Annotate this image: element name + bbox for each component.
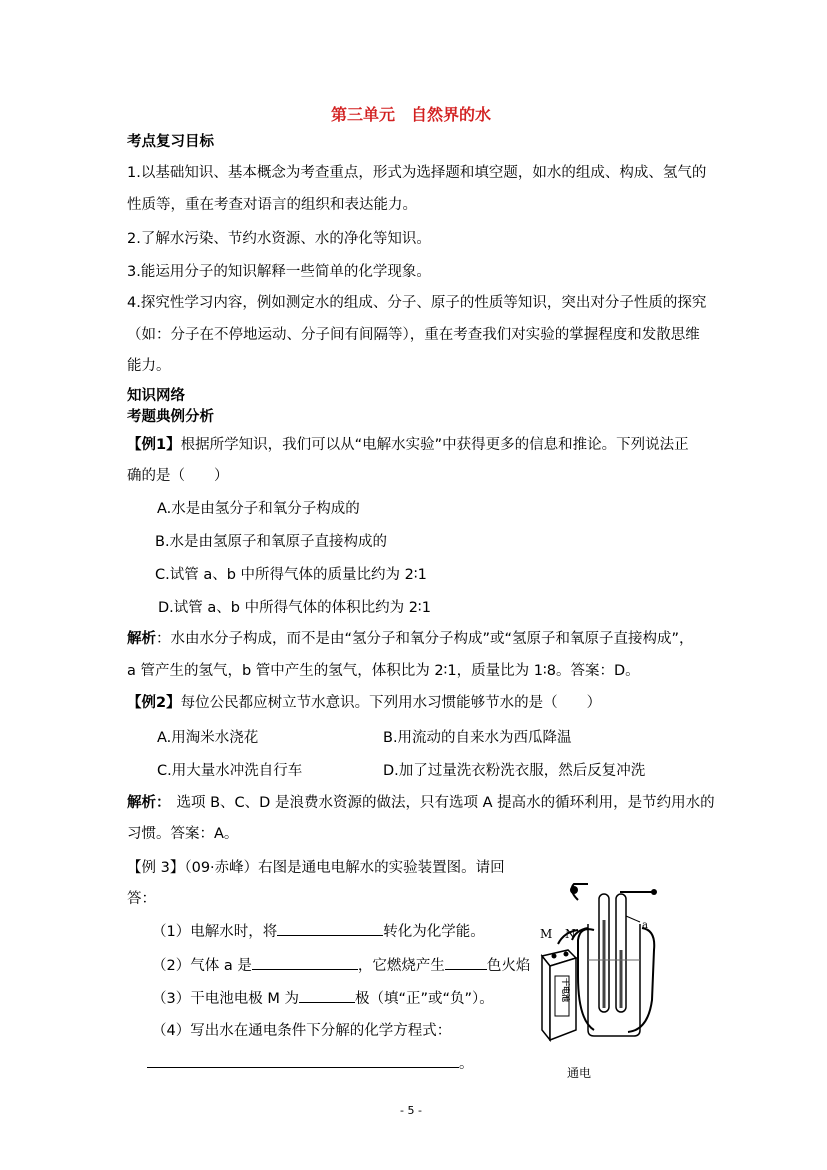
example-1-option-c: C.试管 a、b 中所得气体的质量比约为 2∶1 — [155, 567, 427, 583]
example-2-option-d: D.加了过量洗衣粉洗衣服，然后反复冲洗 — [383, 763, 646, 779]
sub-question-2-middle: ，它燃烧产生 — [357, 958, 445, 974]
target-4-line-2: （如：分子在不停地运动、分子间有间隔等），重在考查我们对实验的掌握程度和发散思维 — [127, 327, 700, 343]
example-1-text: 根据所学知识，我们可以从“电解水实验”中获得更多的信息和推论。下列说法正 — [180, 437, 689, 453]
sub-question-3-prefix: （3）干电池电极 M 为 — [152, 991, 299, 1007]
page-number: - 5 - — [400, 1104, 422, 1117]
sub-question-1-prefix: （1）电解水时，将 — [152, 924, 278, 940]
sub-question-2-suffix: 色火焰 — [486, 958, 531, 974]
sub-question-1 — [152, 920, 485, 941]
sub-question-2 — [152, 954, 530, 975]
example-3-tag: 【例 3】 — [127, 860, 185, 876]
target-1-line-2: 性质等，重在考查对语言的组织和表达能力。 — [127, 197, 417, 213]
figure-caption: 通电 — [567, 1066, 592, 1080]
sub-question-4: （4）写出水在通电条件下分解的化学方程式： — [152, 1023, 452, 1039]
sub-question-4-end: 。 — [459, 1056, 474, 1072]
example-1-analysis-line-1 — [127, 627, 694, 648]
figure-label-a: a — [642, 920, 648, 931]
example-1-option-b: B.水是由氢原子和氧原子直接构成的 — [155, 534, 388, 550]
example-3-question-line-1 — [127, 856, 505, 877]
example-2-option-b: B.用流动的自来水为西瓜降温 — [383, 730, 572, 746]
example-2-analysis-text: 选项 B、C、D 是浪费水资源的做法，只有选项 A 提高水的循环利用，是节约用水的 — [176, 795, 715, 811]
electrolysis-apparatus-figure — [528, 880, 674, 1050]
answer-blank-2b[interactable] — [445, 955, 487, 970]
answer-blank-1[interactable] — [277, 921, 383, 936]
example-1-option-a: A.水是由氢分子和氧分子构成的 — [157, 501, 360, 517]
heading-review-targets: 考点复习目标 — [127, 134, 214, 150]
figure-label-battery: 干电池 — [561, 978, 570, 1002]
example-1-analysis-text: ：水由水分子构成，而不是由“氢分子和氧分子构成”或“氢原子和氧原子直接构成”， — [156, 631, 694, 647]
analysis-label: 解析 — [127, 631, 156, 647]
heading-example-analysis: 考题典例分析 — [127, 409, 214, 425]
target-1-line-1: 1.以基础知识、基本概念为考查重点，形式为选择题和填空题，如水的组成、构成、氢气的 — [127, 165, 707, 181]
figure-label-n: N — [565, 927, 576, 941]
example-2-analysis-line-1 — [127, 791, 715, 812]
target-4-line-1: 4.探究性学习内容，例如测定水的组成、分子、原子的性质等知识，突出对分子性质的探究 — [127, 295, 707, 311]
sub-question-1-suffix: 转化为化学能。 — [383, 924, 485, 940]
example-2-text: 每位公民都应树立节水意识。下列用水习惯能够节水的是（ ） — [180, 695, 602, 711]
target-4-line-3: 能力。 — [127, 358, 171, 374]
example-2-question — [127, 691, 601, 712]
page-title: 第三单元 自然界的水 — [331, 105, 492, 124]
heading-knowledge-network: 知识网络 — [127, 388, 185, 404]
sub-question-3-suffix: 极（填“正”或“负”）。 — [354, 991, 494, 1007]
example-3-text: （09·赤峰）右图是通电电解水的实验装置图。请回 — [184, 860, 505, 876]
sub-question-3 — [152, 987, 494, 1008]
example-3-question-line-2: 答： — [127, 891, 156, 907]
answer-blank-2a[interactable] — [252, 955, 358, 970]
example-2-analysis-line-2: 习惯。答案：A。 — [127, 826, 239, 842]
answer-blank-3[interactable] — [299, 988, 355, 1003]
analysis-label-2: 解析： — [127, 795, 171, 811]
example-1-analysis-line-2: a 管产生的氢气，b 管中产生的氢气，体积比为 2∶1，质量比为 1∶8。答案：D。 — [127, 663, 640, 679]
target-2: 2.了解水污染、节约水资源、水的净化等知识。 — [127, 231, 431, 247]
example-1-question-line-1 — [127, 433, 689, 454]
example-1-tag: 【例1】 — [127, 437, 181, 453]
sub-question-4-answer-line — [147, 1052, 474, 1073]
figure-label-m: M — [540, 927, 553, 941]
target-3: 3.能运用分子的知识解释一些简单的化学现象。 — [127, 264, 431, 280]
sub-question-2-prefix: （2）气体 a 是 — [152, 958, 252, 974]
example-1-question-line-2: 确的是（ ） — [127, 468, 229, 484]
example-1-option-d: D.试管 a、b 中所得气体的体积比约为 2∶1 — [158, 600, 431, 616]
answer-blank-4[interactable] — [147, 1053, 459, 1068]
example-2-tag: 【例2】 — [127, 695, 181, 711]
example-2-option-c: C.用大量水冲洗自行车 — [157, 763, 303, 779]
example-2-option-a: A.用淘米水浇花 — [157, 730, 259, 746]
